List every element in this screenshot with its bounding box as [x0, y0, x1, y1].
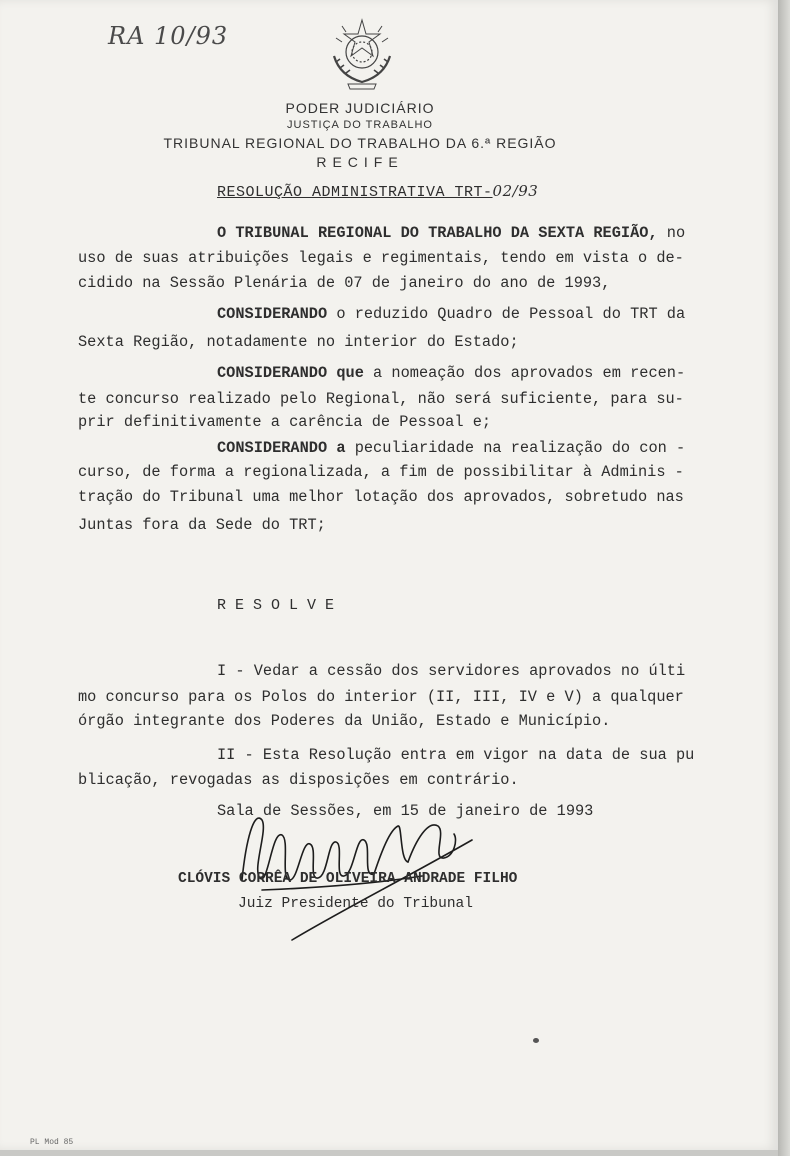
- paragraph-3-line-1: [217, 364, 790, 382]
- paragraph-4-line-2: curso, de forma a regionalizada, a fim de possibilitar à Adminis -: [78, 463, 684, 481]
- signer-name: CLÓVIS CORRÊA DE OLIVEIRA ANDRADE FILHO: [178, 871, 518, 887]
- paragraph-2-bold: CONSIDERANDO: [217, 305, 328, 323]
- item-1-line-3: órgão integrante dos Poderes da União, Estado e Município.: [78, 712, 611, 730]
- item-2-line-1: II - Esta Resolução entra em vigor na data de sua pu: [217, 746, 695, 764]
- handwritten-reference-note: RA 10/93: [108, 22, 229, 50]
- document-title: [217, 182, 538, 201]
- paragraph-2-line-2: Sexta Região, notadamente no interior do Estado;: [78, 333, 519, 351]
- paragraph-3-bold: CONSIDERANDO que: [217, 364, 364, 382]
- paragraph-1-line-1-rest: no: [657, 224, 686, 242]
- scan-edge: [778, 0, 790, 1156]
- header-poder-judiciario: PODER JUDICIÁRIO: [285, 100, 435, 116]
- item-1-line-1: I - Vedar a cessão dos servidores aprovados no últi: [217, 662, 686, 680]
- ink-speck: [533, 1038, 539, 1043]
- paragraph-4-line-1-rest: peculiaridade na realização do con -: [345, 439, 686, 457]
- paragraph-4-bold: CONSIDERANDO a: [217, 439, 346, 457]
- paragraph-4-line-1: [217, 439, 790, 457]
- paragraph-1-line-2: uso de suas atribuições legais e regimentais, tendo em vista o de-: [78, 249, 684, 267]
- header-city: RECIFE: [316, 154, 404, 170]
- item-1-line-2: mo concurso para os Polos do interior (II, III, IV e V) a qualquer: [78, 688, 684, 706]
- coat-of-arms-seal-icon: [322, 12, 402, 94]
- resolve-heading: RESOLVE: [217, 597, 344, 614]
- header-justica-do-trabalho: JUSTIÇA DO TRABALHO: [287, 119, 433, 131]
- paragraph-1-line-3: cidido na Sessão Plenária de 07 de janeiro do ano de 1993,: [78, 274, 611, 292]
- paragraph-3-line-2: te concurso realizado pelo Regional, não será suficiente, para su-: [78, 390, 684, 408]
- form-footer-code: PL Mod 85: [30, 1138, 74, 1147]
- paragraph-2-line-1: [217, 305, 790, 323]
- closing-date-line: Sala de Sessões, em 15 de janeiro de 1993: [217, 802, 594, 820]
- paragraph-3-line-1-rest: a nomeação dos aprovados em recen-: [363, 364, 686, 382]
- paragraph-4-line-4: Juntas fora da Sede do TRT;: [78, 516, 326, 534]
- title-text: RESOLUÇÃO ADMINISTRATIVA TRT-: [217, 184, 493, 201]
- item-2-line-2: blicação, revogadas as disposições em contrário.: [78, 771, 519, 789]
- paragraph-1-line-1: [217, 224, 790, 242]
- paragraph-4-line-3: tração do Tribunal uma melhor lotação dos aprovados, sobretudo nas: [78, 488, 684, 506]
- paragraph-3-line-3: prir definitivamente a carência de Pessoal e;: [78, 413, 492, 431]
- title-number: 02/93: [492, 182, 539, 200]
- header-tribunal-regional: TRIBUNAL REGIONAL DO TRABALHO DA 6.ª REGIÃO: [163, 135, 557, 151]
- paragraph-1-bold: O TRIBUNAL REGIONAL DO TRABALHO DA SEXTA REGIÃO,: [217, 224, 658, 242]
- paragraph-2-line-1-rest: o reduzido Quadro de Pessoal do TRT da: [327, 305, 686, 323]
- signer-role: Juiz Presidente do Tribunal: [238, 896, 473, 912]
